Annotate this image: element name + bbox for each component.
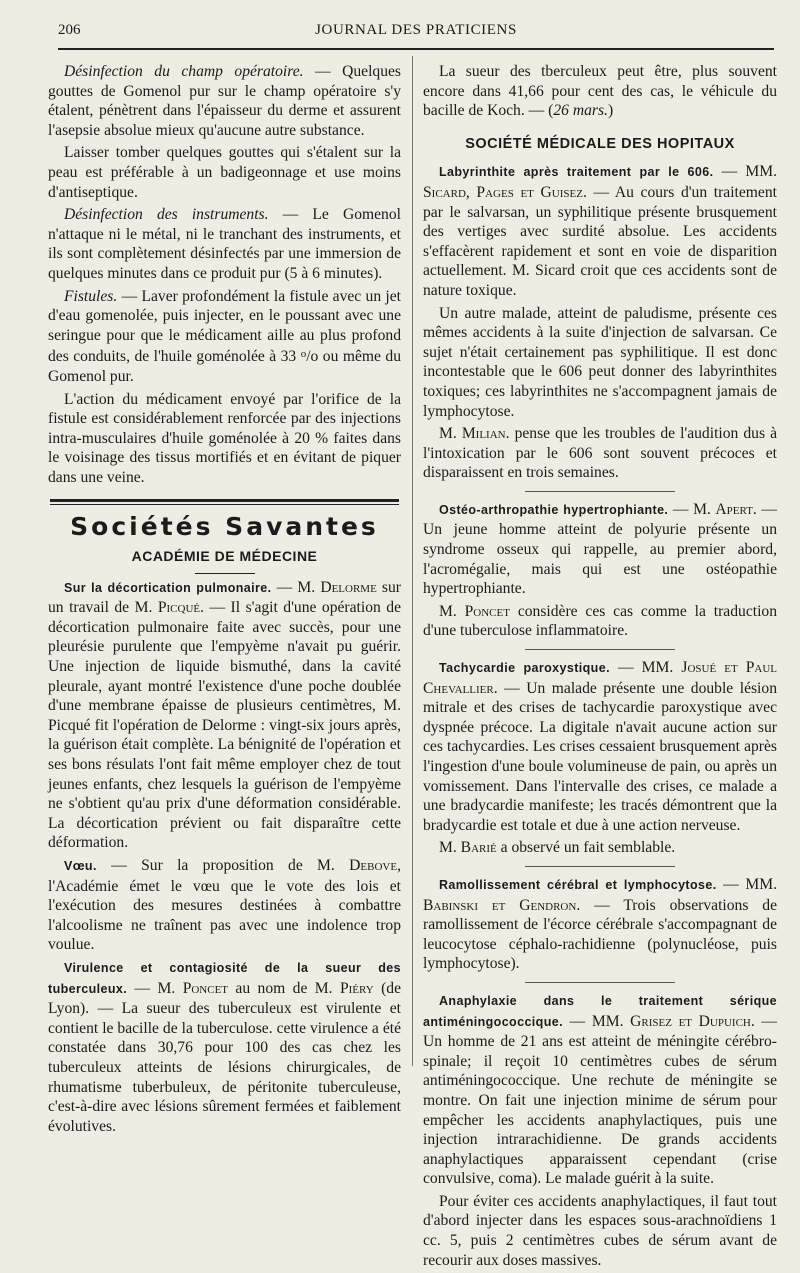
paragraph-fistules: Fistules. — Laver profondément la fistule avec un jet d'eau gomenolée, puis injecter, en le poussant avec une seringue pour que le médicament aille au plus profond des conduits, de l'huile goménolée à 33 $^o$/o ou même du Gomenol pur. (48, 287, 401, 385)
paragraph-autre-malade: Un autre malade, atteint de paludisme, présente ces mêmes accidents à la suite d'injection de salvarsan. Ce sujet n'était certainement pas syphilitique. Il est donc incontestable que le 606 peut donner des labyrinthites toxiques; ces labyrinthites ne s'accompagnent jamais de lymphocytose. (423, 304, 777, 420)
article-labyrinthite: Labyrinthite après traitement par le 606. — MM. Sicard, Pages et Guisez. — Au cours d'un traitement par le salvarsan, un syphilitique présente brusquement des vertiges avec surdité absolue. Les accidents s'effacèrent rapidement et sont en voie de disparition actuellement. M. Sicard croit que ces accidents sont de nature toxique. (423, 163, 777, 299)
society-heading: SOCIÉTÉ MÉDICALE DES HOPITAUX (465, 135, 735, 152)
article-decortication: Sur la décortication pulmonaire. — M. Delorme sur un travail de M. Picqué. — Il s'agit d'une opération de décortication pulmonaire faite avec succès, pour une pleurésie purulente que l'empyème n'avait pu guérir. Une injection de liquide bismuthé, dans la cavité pleurale, ayant montré l'existence d'une poche doublée d'une membrane épaisse de plusieurs centimètres, M. Picqué fit l'opération de Delorme : vingt-six jours après, la guérison était complète. La bénignité de l'opération et ses bons résulats l'ont fait même employer chez de tout jeunes enfants, chez lesquels la guérison de l'empyème ne s'obtient qu'au prix d'une déformation considérable. La décortication prévient ou fait disparaître cette déformation. (48, 578, 401, 852)
article-separator (525, 649, 675, 650)
article-runin-title: Ostéo-arthropathie hypertrophiante. (439, 502, 669, 517)
section-title: Sociétés Savantes (70, 512, 379, 542)
article-ramollissement: Ramollissement cérébral et lymphocytose. — MM. Babinski et Gendron. — Trois observations de ramollissement de l'écorce cérébrale s'accompagnant de leucocytose céphalo-rachidienne (polynucléose, puis lymphocytose). (423, 875, 777, 973)
paragraph-desinfection-champ: Désinfection du champ opératoire. — Quelques gouttes de Gomenol pur sur le champ opératoire s'y étalent, pénètrent dans l'épaisseur du derme et assurent l'asepsie absolue mieux qu'aucune autre substance. (48, 63, 401, 139)
paragraph-eviter-accidents: Pour éviter ces accidents anaphylactiques, il faut tout d'abord injecter dans les espaces sous-arachnoïdiens 1 cc. 5, puis 2 centimètres cubes de sérum avant de recourir aux doses massives. (423, 1192, 777, 1269)
paragraph-desinfection-instruments: Désinfection des instruments. — Le Gomenol n'attaque ni le métal, ni le tranchant des instruments, et ils sont complètement désinfectés par une immersion de quelques minutes dans ce produit pur (5 à 6 minutes). (48, 206, 401, 282)
paragraph-title: Désinfection des instruments. (64, 206, 269, 224)
paragraph-barie: M. Barié a observé un fait semblable. (439, 839, 676, 857)
page-header (58, 22, 774, 44)
article-separator (525, 866, 675, 867)
article-separator (525, 982, 675, 983)
header-rule (58, 48, 774, 50)
right-column (423, 62, 777, 1273)
article-virulence-sueur: Virulence et contagiosité de la sueur des tuberculeux. — M. Poncet au nom de M. Piéry (de Lyon). — La sueur des tuberculeux est virulente et contient le bacille de la tuberculose. cette virulence a été constatée dans 30,76 pour 100 des cas chez les tuberculeux atteints de lésions chirurgicales, de rhumatisme tuberbuleux, de péritonite tuberculeuse, c'est-à-dire avec lésions sûrement fermées et faiblement évolutives. (48, 960, 401, 1135)
article-runin-title: Sur la décortication pulmonaire. (64, 580, 272, 595)
article-separator (525, 491, 675, 492)
page-number: 206 (58, 22, 81, 38)
article-tachycardie: Tachycardie paroxystique. — MM. Josué et Paul Chevallier. — Un malade présente une double lésion mitrale et des crises de tachycardie paroxystique avec dyspnée précoce. La digitale n'avait aucune action sur ces tachycardies. Les crises cessaient brusquement après l'ingestion d'une boule volumineuse de pain, ou après un vomissement. Dans l'intervalle des crises, ce malade a une bradycardie manifeste; les tracés démontrent que la bradycardie est totale et due à une action nerveuse. (423, 659, 778, 834)
article-voeu: Vœu. — Sur la proposition de M. Debove, l'Académie émet le vœu que le vote des lois et l'exécution des mesures destinées à combattre l'alcoolisme ne traînent pas avec une indolence trop voulue. (48, 856, 401, 954)
paragraph-laisser-tomber: Laisser tomber quelques gouttes qui s'étalent sur la peau est préférable à un badigeonnage et use moins d'antiseptique. (48, 144, 401, 201)
paragraph-title: Désinfection du champ opératoire. (64, 63, 304, 80)
paragraph-poncet: M. Poncet considère ces cas comme la traduction d'une tuberculose inflammatoire. (423, 602, 777, 640)
section-header (48, 499, 401, 542)
paragraph-action-medicament: L'action du médicament envoyé par l'orifice de la fistule est considérablement renforcée par des injections intra-musculaires d'huile goménolée à 20 % faites dans le voisinage des tissus mortifiés et en évitant de piquer dans une veine. (48, 390, 401, 486)
section-rule (50, 499, 399, 502)
paragraph-sueur-continued: La sueur des tberculeux peut être, plus souvent encore dans 41,66 pour cent des cas, le véhicule du bacille de Koch. — (26 mars.) (423, 63, 777, 120)
article-runin-title: Ramollissement cérébral et lymphocytose. (439, 877, 717, 892)
journal-title: JOURNAL DES PRATICIENS (315, 22, 517, 38)
article-runin-title: Anaphylaxie dans le traitement sérique antiméningococcique. (423, 993, 777, 1029)
column-divider (412, 56, 413, 1066)
left-column (48, 62, 401, 1139)
section-rule (50, 504, 399, 505)
academy-heading: ACADÉMIE DE MÉDECINE (131, 548, 318, 565)
article-runin-title: Vœu. (64, 858, 97, 873)
article-runin-title: Virulence et contagiosité de la sueur des tuberculeux. (48, 960, 401, 996)
article-osteo-arthropathie: Ostéo-arthropathie hypertrophiante. — M. Apert. — Un jeune homme atteint de polyurie présente un syndrome osseux qui rappelle, au premier abord, l'acromégalie, mais qui est une ostéopathie hypertrophiante. (423, 500, 777, 598)
article-runin-title: Labyrinthite après traitement par le 606. (439, 165, 714, 180)
paragraph-milian: M. Milian. pense que les troubles de l'audition dus à l'intoxication par le 606 sont souvent précoces et disparaissent en trois semaines. (423, 425, 777, 482)
paragraph-title: Fistules. (64, 287, 118, 305)
article-anaphylaxie: Anaphylaxie dans le traitement sérique antiméningococcique. — MM. Grisez et Dupuich. — Un homme de 21 ans est atteint de méningite cérébro-spinale; il reçoit 10 centimètres cubes de sérum antiméningococcique. Une rechute de méningite se montre. On fait une injection minime de sérum pour empêcher les accidents anaphylactiques, puis une injection intrarachidienne. De grands accidents anaphylactiques apparaissent cependant (crise convulsive, coma). Le malade guérit à la suite. (423, 993, 778, 1188)
article-runin-title: Tachycardie paroxystique. (439, 661, 610, 676)
heading-underline (195, 573, 255, 574)
